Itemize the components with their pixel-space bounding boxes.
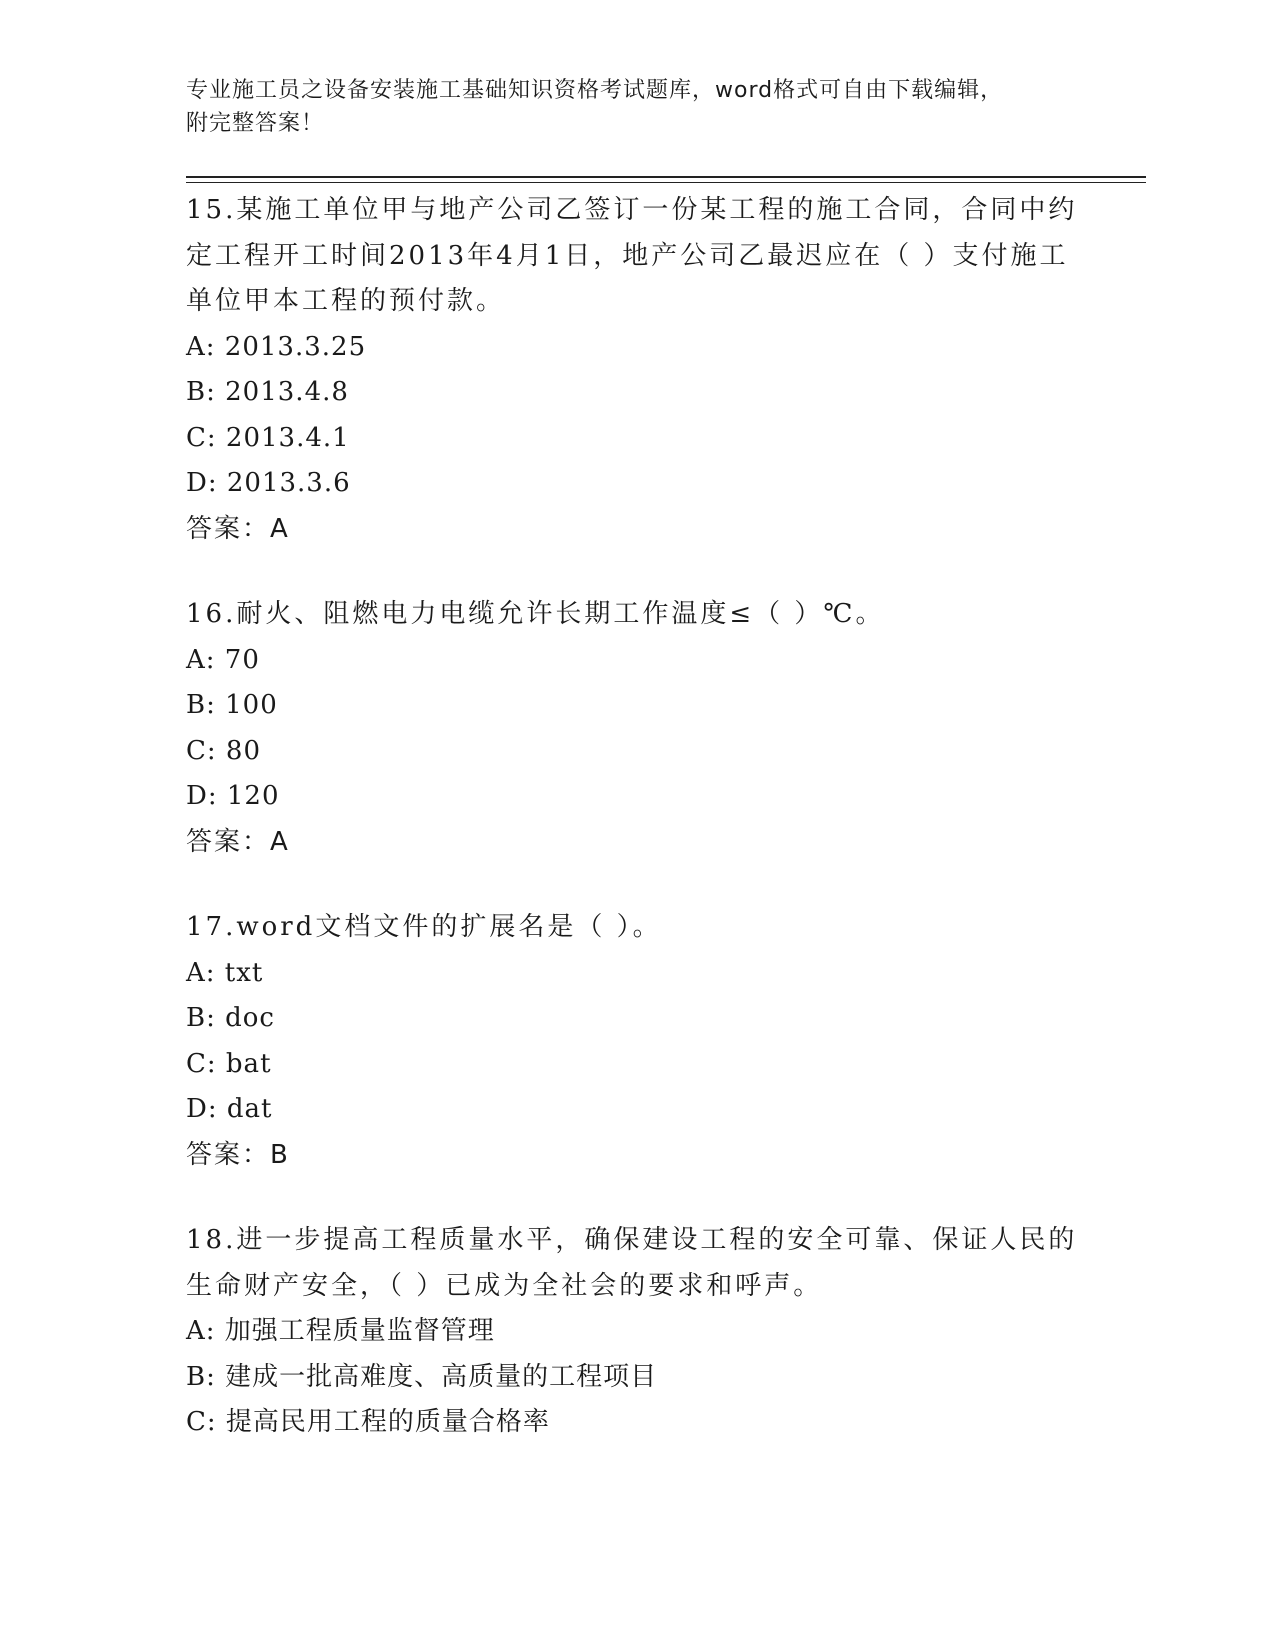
option-a: A: 加强工程质量监督管理 — [186, 1316, 495, 1346]
option-b: B: 2013.4.8 — [186, 377, 349, 407]
document-header — [186, 74, 1066, 140]
option-c: C: 提高民用工程的质量合格率 — [186, 1407, 550, 1437]
header-title-line-2: 附完整答案！ — [186, 111, 325, 136]
option-b: B: 建成一批高难度、高质量的工程项目 — [186, 1361, 658, 1392]
question-17 — [186, 905, 1086, 1178]
option-a: A: txt — [186, 957, 264, 988]
answer-label: 答案：A — [186, 826, 290, 857]
question-text: 17.word文档文件的扩展名是（ ）。 — [186, 912, 662, 942]
option-c: C: 80 — [186, 735, 262, 766]
option-d: D: dat — [186, 1094, 273, 1124]
question-text: 16.耐火、阻燃电力电缆允许长期工作温度≤（ ）℃。 — [186, 599, 885, 629]
question-list — [186, 188, 1086, 1486]
option-a: A: 2013.3.25 — [186, 331, 367, 362]
header-divider-thick — [186, 176, 1146, 178]
question-text: 15.某施工单位甲与地产公司乙签订一份某工程的施工合同，合同中约定工程开工时间2013年4月1日，地产公司乙最迟应在（ ）支付施工单位甲本工程的预付款。 — [186, 195, 1078, 316]
question-text: 18.进一步提高工程质量水平，确保建设工程的安全可靠、保证人民的生命财产安全，（ ）已成为全社会的要求和呼声。 — [186, 1225, 1078, 1301]
option-b: B: doc — [186, 1003, 275, 1033]
option-b: B: 100 — [186, 690, 278, 720]
option-a: A: 70 — [186, 644, 260, 675]
question-15 — [186, 188, 1086, 552]
option-c: C: bat — [186, 1048, 272, 1079]
option-d: D: 2013.3.6 — [186, 468, 351, 498]
header-title-line-1: 专业施工员之设备安装施工基础知识资格考试题库，word格式可自由下载编辑， — [186, 78, 1004, 103]
question-18 — [186, 1218, 1086, 1446]
answer-label: 答案：A — [186, 513, 290, 544]
header-divider-thin — [186, 182, 1146, 183]
answer-label: 答案：B — [186, 1139, 290, 1170]
option-d: D: 120 — [186, 781, 280, 811]
option-c: C: 2013.4.1 — [186, 422, 350, 453]
question-16 — [186, 592, 1086, 865]
